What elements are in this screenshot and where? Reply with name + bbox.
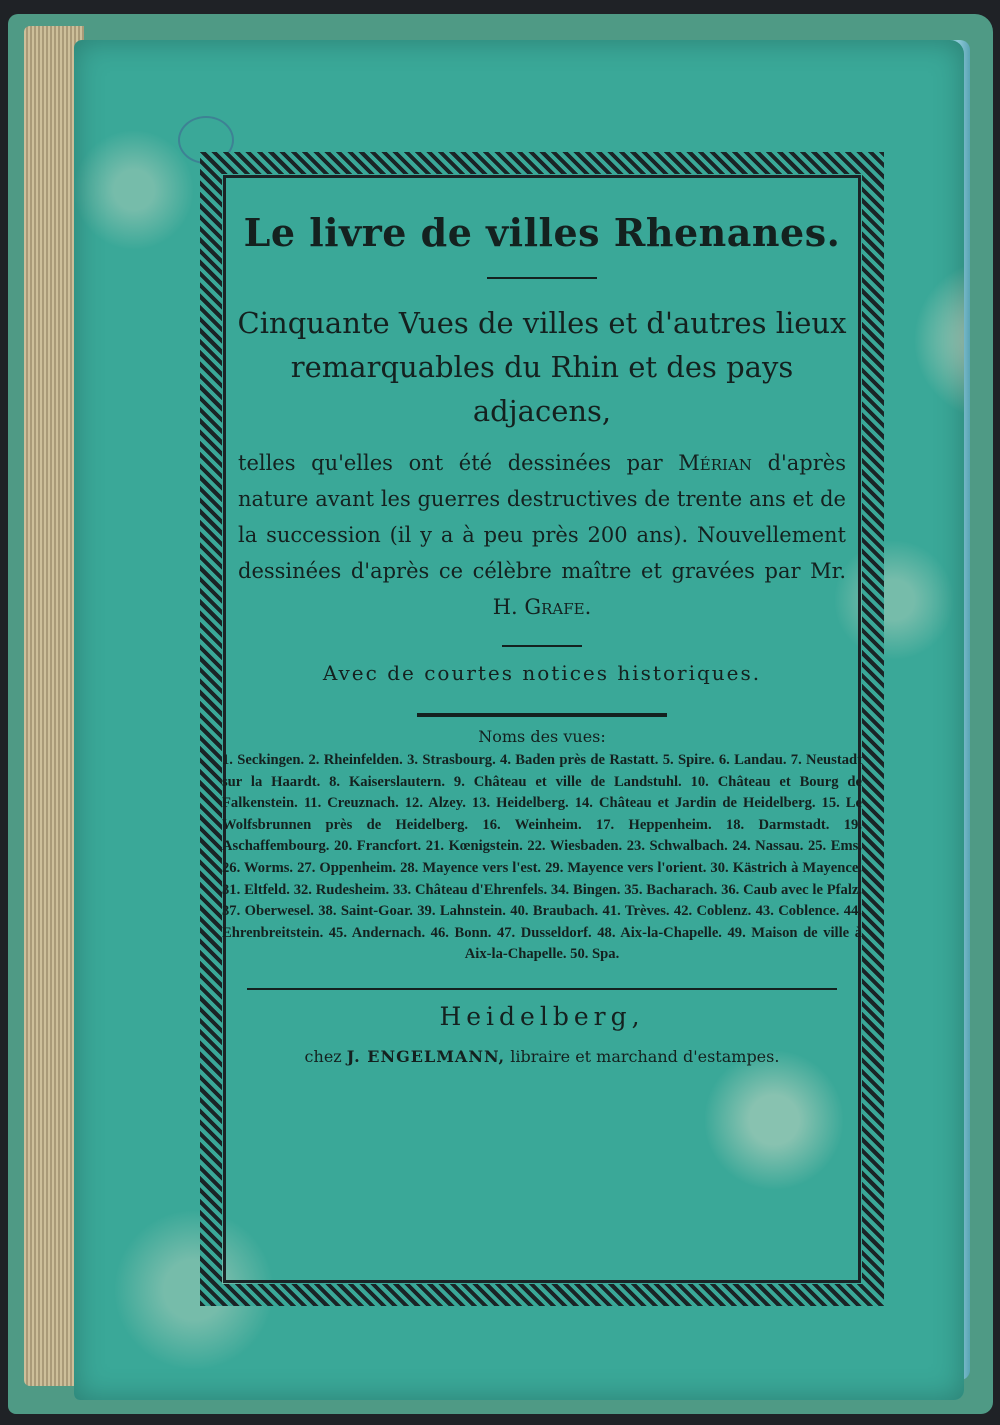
cover-text xyxy=(222,182,862,1262)
author-name: Mérian xyxy=(678,451,752,475)
description-part: d'après nature avant les guerres destructives de trente ans et de la succession (il y a à peu près 200 ans). Nouvellement dessinées d'après ce célèbre maître et gravées par Mr. H. xyxy=(238,451,846,619)
divider xyxy=(417,713,667,717)
publisher-name: J. ENGELMANN, xyxy=(346,1046,506,1066)
publisher-line xyxy=(232,1047,852,1066)
divider xyxy=(502,645,582,647)
description-part: . xyxy=(584,595,592,619)
publisher-part: chez xyxy=(304,1046,347,1066)
book-subtitle: Cinquante Vues de villes et d'autres lieux remarquables du Rhin et des pays adjacens, xyxy=(237,306,847,428)
notices-line: Avec de courtes notices historiques. xyxy=(322,661,762,685)
views-heading: Noms des vues: xyxy=(478,727,606,746)
views-list: 1. Seckingen. 2. Rheinfelden. 3. Strasbourg. 4. Baden près de Rastatt. 5. Spire. 6. Landau. 7. Neustadt sur la Haardt. 8. Kaiserslautern. 9. Château et ville de Landstuhl. 10. Château et Bourg de Falkenstein. 11. Creuznach. 12. Alzey. 13. Heidelberg. 14. Château et Jardin de Heidelberg. 15. Le Wolfsbrunnen près de Heidelberg. 16. Weinheim. 17. Heppenheim. 18. Darmstadt. 19. Aschaffembourg. 20. Francfort. 21. Kœnigstein. 22. Wiesbaden. 23. Schwalbach. 24. Nassau. 25. Ems. 26. Worms. 27. Oppenheim. 28. Mayence vers l'est. 29. Mayence vers l'orient. 30. Kästrich à Mayence. 31. Eltfeld. 32. Rudesheim. 33. Château d'Ehrenfels. 34. Bingen. 35. Bacharach. 36. Caub avec le Pfalz. 37. Oberwesel. 38. Saint-Goar. 39. Lahnstein. 40. Braubach. 41. Trèves. 42. Coblenz. 43. Coblence. 44. Ehrenbreitstein. 45. Andernach. 46. Bonn. 47. Dusseldorf. 48. Aix-la-Chapelle. 49. Maison de ville à Aix-la-Chapelle. 50. Spa. xyxy=(222,752,862,963)
publisher-part: libraire et marchand d'estampes. xyxy=(505,1046,780,1066)
divider xyxy=(487,277,597,279)
book-title: Le livre de villes Rhenanes. xyxy=(243,210,841,255)
divider xyxy=(247,988,837,990)
publisher-city: Heidelberg, xyxy=(439,1001,645,1031)
engraver-name: Grafe xyxy=(524,595,585,619)
description-part: telles qu'elles ont été dessinées par xyxy=(238,451,679,475)
description xyxy=(238,445,846,625)
